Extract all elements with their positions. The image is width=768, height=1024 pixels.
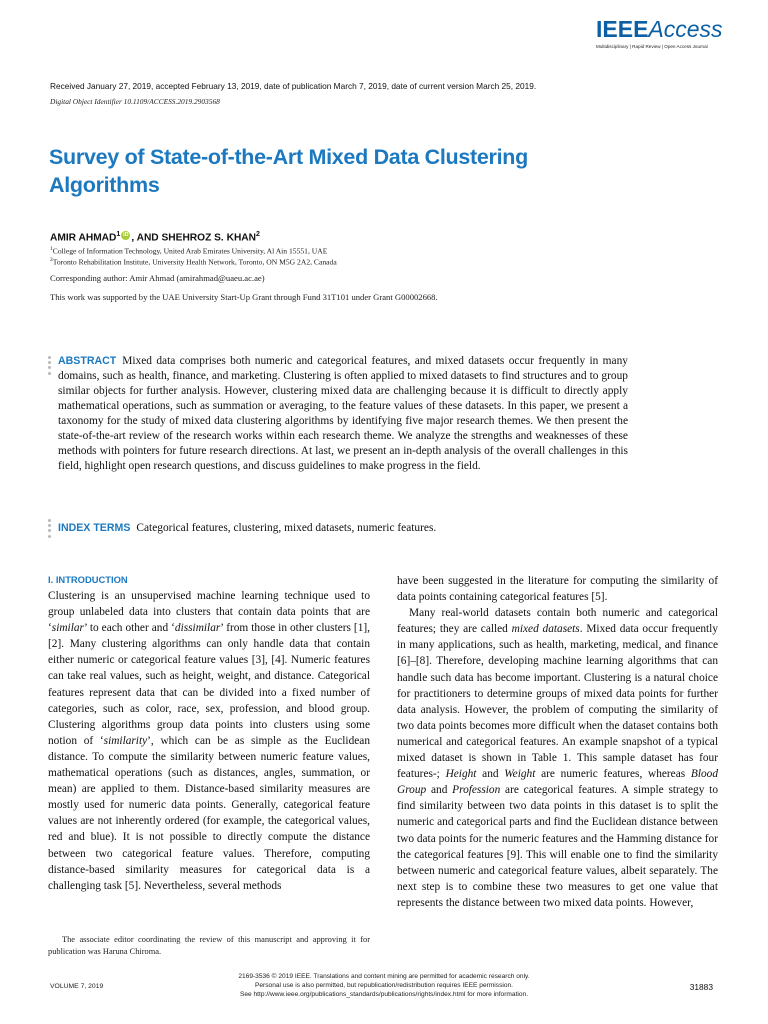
page-number: 31883 bbox=[689, 982, 713, 992]
volume-label: VOLUME 7, 2019 bbox=[50, 983, 104, 990]
index-terms bbox=[58, 521, 628, 536]
affiliation-2 bbox=[50, 257, 337, 267]
affiliation-1 bbox=[50, 246, 327, 256]
orcid-icon[interactable]: iD bbox=[123, 232, 129, 238]
author-2: SHEHROZ S. KHAN bbox=[161, 232, 257, 244]
author-separator: , AND bbox=[131, 232, 162, 244]
copyright-line-1: 2169-3536 © 2019 IEEE. Translations and content mining are permitted for academic research only. bbox=[238, 973, 530, 980]
intro-paragraph-2: Many real-world datasets contain both numeric and categorical features; they are called mixed datasets. Mixed data occur frequently in many applications, such as health, marketing, medical, and finance [6]–[8]. Therefore, developing machine learning algorithms that can handle such data has become important. Clustering is a natural choice for practitioners to determine groups of mixed data points for further data analysis. However, the problem of computing the similarity of two data points becomes more difficult when the dataset contains both numerical and categorical features. An example snapshot of a typical mixed dataset is shown in Table 1. This sample dataset has four features-; Height and Weight are numeric features, whereas Blood Group and Profession are categorical features. A simple strategy to find similarity between two data points in this dataset is to split the numeric and categorical parts and find the Euclidean distance between two data points for the numeric features and the Hamming distance for the categorical features [9]. This will enable one to find the similarity between numeric and categorical feature values, albeit separately. The next step is to combine these two measures to get one value that represents the distance between two mixed data points. However, bbox=[397, 607, 719, 909]
doi-line: Digital Object Identifier 10.1109/ACCESS.2019.2903568 bbox=[50, 97, 220, 106]
funding-note: This work was supported by the UAE University Start-Up Grant through Fund 31T101 under Grant G00002668. bbox=[50, 292, 438, 302]
logo-ieee: IEEE bbox=[596, 16, 649, 42]
section-heading-introduction: I. INTRODUCTION bbox=[48, 574, 128, 585]
copyright-notice bbox=[184, 972, 584, 999]
abstract-label: ABSTRACT bbox=[58, 355, 117, 367]
logo-wordmark bbox=[596, 16, 723, 42]
received-dates: Received January 27, 2019, accepted February 13, 2019, date of publication March 7, 2019, date of current version March 25, 2019. bbox=[50, 81, 537, 91]
index-terms-text: Categorical features, clustering, mixed datasets, numeric features. bbox=[136, 522, 437, 534]
paper-title: Survey of State-of-the-Art Mixed Data Clustering Algorithms bbox=[49, 145, 528, 197]
copyright-line-2: Personal use is also permitted, but republication/redistribution requires IEEE permission. bbox=[254, 982, 514, 989]
editor-footnote: The associate editor coordinating the review of this manuscript and approving it for publication was Haruna Chiroma. bbox=[48, 935, 370, 956]
index-terms-label: INDEX TERMS bbox=[58, 522, 131, 534]
logo-access: Access bbox=[648, 16, 723, 42]
abstract-text: Mixed data comprises both numeric and categorical features, and mixed datasets occur frequently in many domains, such as health, finance, and marketing. Clustering is often applied to mixed datasets to find structures and to group similar objects for further analysis. However, clustering mixed data are challenging because it is difficult to directly apply mathematical operations, such as summation or averaging, to the feature values of these datasets. In this paper, we present a taxonomy for the study of mixed data clustering algorithms by identifying five major research themes. We then present the state-of-the-art review of the research works within each research theme. We analyze the strengths and weaknesses of these methods with pointers for future research directions. At last, we present an in-depth analysis of the overall challenges in this field, highlight open research questions, and discuss guidelines to make progress in the field. bbox=[58, 355, 628, 472]
affiliation-2-text: Toronto Rehabilitation Institute, University Health Network, Toronto, ON M5G 2A2, Canada bbox=[52, 257, 337, 267]
logo-tagline: Multidisciplinary | Rapid Review | Open Access Journal bbox=[596, 44, 708, 49]
journal-logo bbox=[596, 16, 723, 49]
author-1: AMIR AHMAD bbox=[50, 232, 117, 244]
author-line bbox=[50, 231, 260, 243]
intro-paragraph-1-cont: have been suggested in the literature for computing the similarity of data points containing categorical features [5]. bbox=[397, 575, 718, 604]
left-column bbox=[48, 572, 370, 894]
right-column bbox=[397, 573, 718, 911]
intro-paragraph-1: Clustering is an unsupervised machine learning technique used to group unlabeled data into clusters that contain data points that are ‘similar’ to each other and ‘dissimilar’ from those in other clusters [1], [2]. Many clustering algorithms can only handle data that contain either numeric or categorical feature values [3], [4]. Numeric features can take real values, such as height, weight, and distance. Categorical features represent data that can be divided into a fixed number of categories, such as color, race, sex, profession, and blood group. Clustering algorithms group data points into clusters using some notion of ‘similarity’, which can be as simple as the Euclidean distance. To compute the similarity between numeric feature values, mathematical operations (such as distances, angles, summation, or mean) are applied to them. Distance-based similarity measures are mostly used for numeric data points. Generally, categorical feature values are not inherently ordered (for example, the categorical values, red and blue). It is not possible to directly compute the distance between two categorical feature values. Therefore, computing distance-based similarity measures for categorical data is a challenging task [5]. Nevertheless, several methods bbox=[48, 590, 370, 892]
copyright-line-3[interactable]: See http://www.ieee.org/publications_standards/publications/rights/index.html for more information. bbox=[239, 991, 529, 998]
author-2-sup: 2 bbox=[256, 231, 260, 238]
corresponding-author: Corresponding author: Amir Ahmad (amirahmad@uaeu.ac.ae) bbox=[50, 273, 265, 283]
index-terms-marker-icon bbox=[48, 519, 52, 540]
affiliation-2-sup: 2 bbox=[50, 257, 53, 263]
author-1-sup: 1 bbox=[116, 231, 121, 238]
affiliation-1-text: College of Information Technology, United Arab Emirates University, Al Ain 15551, UAE bbox=[52, 246, 328, 256]
abstract-marker-icon bbox=[48, 356, 52, 377]
affiliation-1-sup: 1 bbox=[50, 246, 53, 252]
abstract bbox=[58, 354, 628, 474]
